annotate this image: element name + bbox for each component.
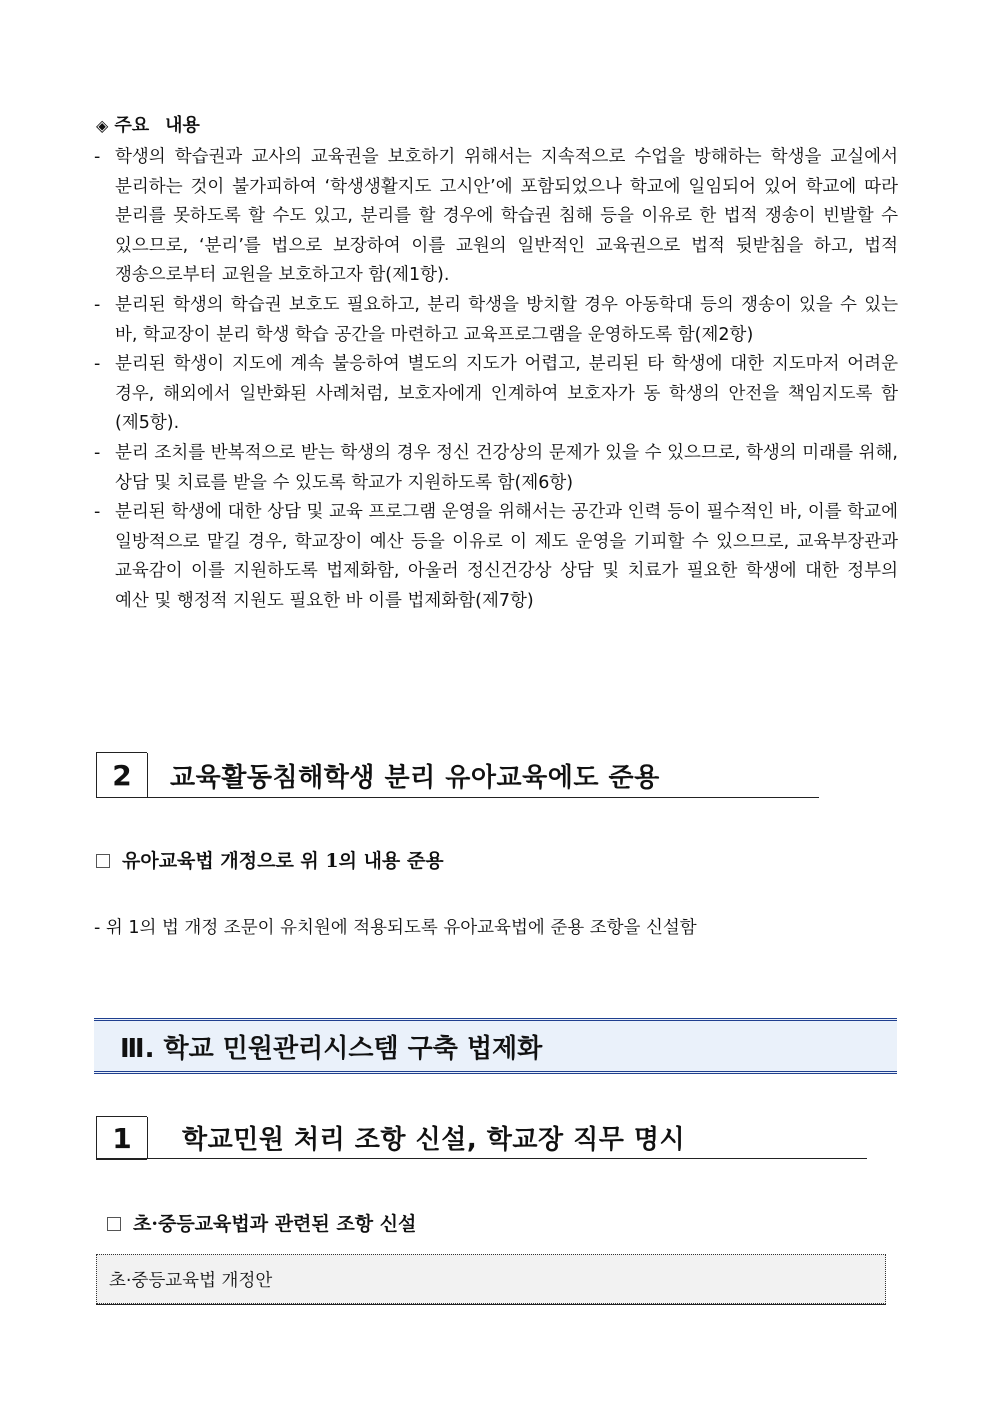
list-item <box>92 143 898 291</box>
table-header-text: 초·중등교육법 개정안 <box>109 1270 273 1291</box>
dash-icon: - <box>94 502 101 523</box>
heading-word-1: 주요 <box>114 115 150 136</box>
checkbox-text: 초·중등교육법과 관련된 조항 신설 <box>133 1213 417 1235</box>
amendment-table-header <box>96 1254 886 1304</box>
list-item-text: 분리된 학생의 학습권 보호도 필요하고, 분리 학생을 방치할 경우 아동학대 등의 쟁송이 있을 수 있는 바, 학교장이 분리 학생 학습 공간을 마련하고 교육프로그램을 운영하도록 함(제2항) <box>115 294 898 345</box>
diamond-icon: ◈ <box>96 116 109 135</box>
section-underline <box>96 797 819 798</box>
main-points-list <box>92 143 898 617</box>
checkbox-icon <box>107 1217 121 1231</box>
section-number: 1 <box>97 1117 148 1159</box>
checkbox-item <box>107 1210 416 1238</box>
section-title: 교육활동침해학생 분리 유아교육에도 준용 <box>170 762 660 793</box>
section-1-header <box>96 1116 147 1160</box>
section-bullet: - 위 1의 법 개정 조문이 유치원에 적용되도록 유아교육법에 준용 조항을 신설함 <box>94 918 697 938</box>
checkbox-text: 유아교육법 개정으로 위 1의 내용 준용 <box>122 850 444 872</box>
section-title: 학교민원 처리 조항 신설, 학교장 직무 명시 <box>182 1124 686 1155</box>
main-points-heading <box>96 112 200 140</box>
list-item-text: 학생의 학습권과 교사의 교육권을 보호하기 위해서는 지속적으로 수업을 방해하는 학생을 교실에서 분리하는 것이 불가피하여 ‘학생생활지도 고시안’에 포함되었으나 학교에 일임되어 있어 학교에 따라 분리를 못하도록 할 수도 있고, 분리를 할 경우에 학습권 침해 등을 이유로 한 법적 쟁송이 빈발할 수 있으므로, ‘분리’를 법으로 보장하여 이를 교원의 일반적인 교육권으로 법적 뒷받침을 하고, 법적 쟁송으로부터 교원을 보호하고자 함(제1항). <box>115 147 898 286</box>
section-number: 2 <box>97 753 148 797</box>
dash-icon: - <box>94 354 101 375</box>
list-item <box>92 291 898 350</box>
dash-icon: - <box>94 147 101 167</box>
list-item-text: 분리된 학생이 지도에 계속 불응하여 별도의 지도가 어렵고, 분리된 타 학생에 대한 지도마저 어려운 경우, 해외에서 일반화된 사례처럼, 보호자에게 인계하여 보호자가 동 학생의 안전을 책임지도록 함(제5항). <box>115 354 898 434</box>
section-2-header <box>96 752 147 798</box>
chapter-title: Ⅲ. 학교 민원관리시스템 구축 법제화 <box>120 1033 543 1064</box>
list-item-text: 분리 조치를 반복적으로 받는 학생의 경우 정신 건강상의 문제가 있을 수 있으므로, 학생의 미래를 위해, 상담 및 치료를 받을 수 있도록 학교가 지원하도록 함(제6항) <box>115 442 898 493</box>
list-item <box>92 498 898 616</box>
dash-icon: - <box>94 294 101 315</box>
checkbox-item <box>96 847 444 875</box>
section-underline <box>96 1158 867 1159</box>
list-item <box>92 439 898 498</box>
dash-icon: - <box>94 442 101 463</box>
list-item-text: 분리된 학생에 대한 상담 및 교육 프로그램 운영을 위해서는 공간과 인력 등이 필수적인 바, 이를 학교에 일방적으로 맡길 경우, 학교장이 예산 등을 이유로 이 제도 운영을 기피할 수 있으므로, 교육부장관과 교육감이 이를 지원하도록 법제화함, 아울러 정신건강상 상담 및 치료가 필요한 학생에 대한 정부의 예산 및 행정적 지원도 필요한 바 이를 법제화함(제7항) <box>115 502 898 611</box>
chapter-banner <box>94 1018 897 1074</box>
heading-word-2: 내용 <box>165 115 200 136</box>
list-item <box>92 350 898 439</box>
checkbox-icon <box>96 854 110 868</box>
